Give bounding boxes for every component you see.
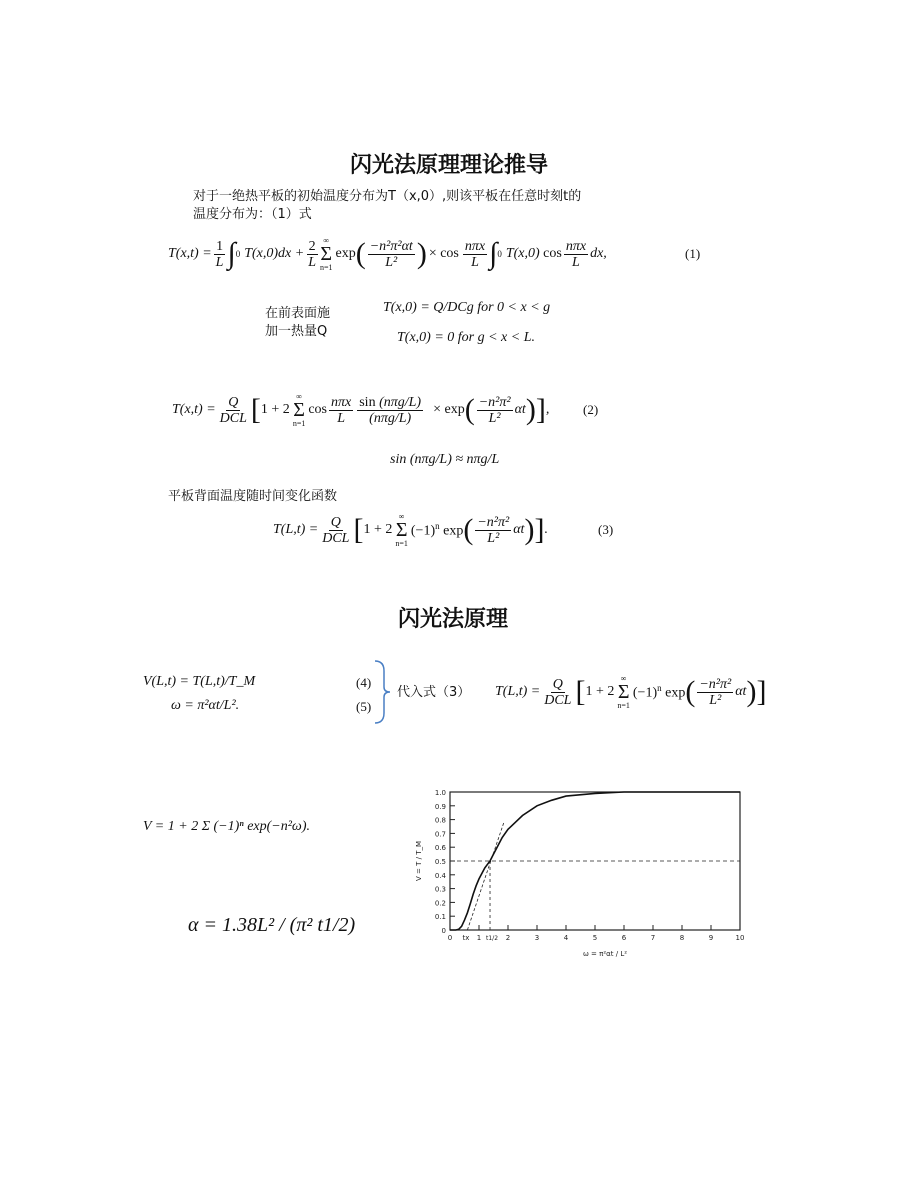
pulse-note-line-1: 在前表面施 bbox=[265, 306, 331, 321]
x-tick-label: 10 bbox=[735, 934, 745, 942]
section2-title: 闪光法原理 bbox=[398, 606, 509, 632]
equation-1: T(x,t) = $\frac{1}{L}$ ∫ 0 T(x,0)dx + $\frac{2}{L}$ ∞ Σ n=1 exp ( $\frac{\text{−n²π²αt}}{\text{L²}}$ ) × cos $\frac{\text{nπx}}{L}$ ∫ 0 T(x,0) cos $\frac{\text{nπx}}{L}$ dx, bbox=[168, 236, 607, 272]
y-tick-label: 0 bbox=[441, 927, 446, 935]
y-tick-label: 0.4 bbox=[434, 871, 446, 880]
y-tick-label: 0.3 bbox=[434, 885, 446, 894]
y-tick-label: 0.1 bbox=[434, 913, 446, 922]
x-tick-label: 2 bbox=[505, 934, 511, 942]
equation-4: V(L,t) = T(L,t)/T_M bbox=[143, 674, 256, 689]
tangent-line bbox=[467, 822, 503, 930]
sine-approximation: sin (nπg/L) ≈ nπg/L bbox=[390, 452, 500, 467]
equation-2-number: (2) bbox=[583, 402, 599, 417]
equation-1-number: (1) bbox=[685, 246, 701, 261]
x-tick-label: 7 bbox=[650, 934, 656, 942]
intro-line-2: 温度分布为：（1）式 bbox=[193, 207, 312, 222]
x-tick-label: 0 bbox=[447, 934, 453, 942]
equation-3-repeat: T(L,t) = $\frac{Q}{\text{DCL}}$ [ 1 + 2 ∞ Σ n=1 $(-1)^n$ exp ( $\frac{\text{−n²π²}}{\text{L²}}$ αt ) ] bbox=[495, 674, 767, 710]
half-rise-chart bbox=[395, 780, 755, 970]
equation-3: T(L,t) = $\frac{Q}{\text{DCL}}$ [ 1 + 2 ∞ Σ n=1 $(-1)^n$ exp ( $\frac{\text{−n²π²}}{\text{L²}}$ αt ) ] . bbox=[273, 512, 548, 548]
y-axis-label: V = T / T_M bbox=[415, 840, 423, 882]
right-brace-icon bbox=[372, 659, 394, 725]
rear-face-label: 平板背面温度随时间变化函数 bbox=[168, 489, 338, 504]
x-tick-label-tx: tx bbox=[462, 934, 470, 942]
x-tick-label: 1 bbox=[476, 934, 482, 942]
y-tick-label: 0.9 bbox=[434, 802, 446, 811]
y-tick-label: 0.8 bbox=[434, 816, 446, 825]
x-tick-label: 4 bbox=[563, 934, 569, 942]
substitute-label: 代入式（3） bbox=[397, 685, 471, 700]
x-tick-label: 3 bbox=[534, 934, 540, 942]
y-tick-label: 0.2 bbox=[434, 899, 446, 908]
x-axis-label: ω = π²αt / L² bbox=[582, 950, 628, 958]
equation-4-number: (4) bbox=[356, 675, 372, 690]
intro-line-1: 对于一绝热平板的初始温度分布为T（x,0）,则该平板在任意时刻t的 bbox=[193, 189, 582, 204]
equation-5: ω = π²αt/L². bbox=[171, 698, 240, 713]
y-tick-label: 1.0 bbox=[434, 789, 446, 797]
v-equation: V = 1 + 2 Σ (−1)ⁿ exp(−n²ω). bbox=[143, 819, 310, 834]
x-tick-label: 5 bbox=[592, 934, 598, 942]
initial-condition-1: T(x,0) = Q/DCg for 0 < x < g bbox=[383, 300, 551, 315]
section1-title: 闪光法原理理论推导 bbox=[350, 152, 549, 178]
initial-condition-2: T(x,0) = 0 for g < x < L. bbox=[397, 330, 536, 345]
y-tick-label: 0.6 bbox=[434, 844, 446, 853]
x-tick-label: 6 bbox=[621, 934, 627, 942]
x-tick-label: 8 bbox=[679, 934, 685, 942]
y-tick-label: 0.7 bbox=[434, 830, 446, 839]
y-tick-label: 0.5 bbox=[434, 858, 446, 866]
x-tick-label: 9 bbox=[708, 934, 714, 942]
equation-3-number: (3) bbox=[598, 522, 614, 537]
equation-2: T(x,t) = $\frac{Q}{\text{DCL}}$ [ 1 + 2 ∞ Σ n=1 cos $\frac{\text{nπx}}{L}$ $\frac{\text{sin (nπg/L)}}{\text{(nπg/L)}}$ × exp ( $\frac{\text{−n²π²}}{\text{L²}}$ αt ) ] , bbox=[172, 392, 550, 428]
alpha-equation: α = 1.38L² / (π² t1/2) bbox=[188, 914, 356, 936]
x-tick-label-t-half: t1/2 bbox=[486, 935, 499, 942]
pulse-note-line-2: 加一热量Q bbox=[265, 324, 328, 339]
equation-5-number: (5) bbox=[356, 699, 372, 714]
